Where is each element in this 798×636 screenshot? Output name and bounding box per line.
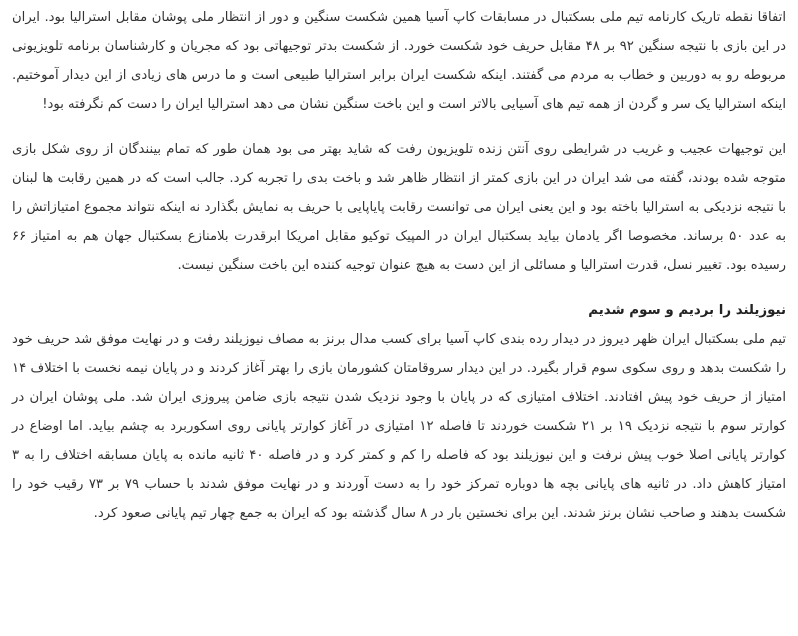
- article-paragraph-1: اتفاقا نقطه تاریک کارنامه تیم ملی بسکتبال در مسابقات کاپ آسیا همین شکست سنگین و دور از انتظار ملی پوشان مقابل استرالیا بود. ایران در این بازی با نتیجه سنگین ۹۲ بر ۴۸ مقابل حریف خود شکست خورد. از شکست بدتر توجیهاتی بود که مجریان و کارشناسان برنامه تلویزیونی مربوطه رو به دوربین و خطاب به مردم می گفتند. اینکه شکست ایران برابر استرالیا طبیعی است و ما درس های زیادی از این دیدار آموختیم. اینکه استرالیا یک سر و گردن از همه تیم های آسیایی بالاتر است و این باخت سنگین نشان می دهد استرالیا ایران را دست کم نگرفته بود!: [12, 10, 787, 112]
- section-heading: نیوزیلند را بردیم و سوم شدیم: [588, 303, 786, 318]
- article-paragraph-3: تیم ملی بسکتبال ایران ظهر دیروز در دیدار رده بندی کاپ آسیا برای کسب مدال برنز به مصاف نیوزیلند رفت و در نهایت موفق شد حریف خود را شکست بدهد و روی سکوی سوم قرار بگیرد. در این دیدار سروقامتان کشورمان بازی را بهتر آغاز کردند و در پایان نیمه نخست با اختلاف ۱۴ امتیاز از حریف خود پیش افتادند. اختلاف امتیازی که در پایان با وجود نزدیک شدن نتیجه بازی ضامن پیروزی ایران شد. ملی پوشان ایران در کوارتر سوم با نتیجه نزدیک ۱۹ بر ۲۱ شکست خوردند تا فاصله ۱۲ امتیازی در آغاز کوارتر پایانی روی اسکوربرد به چشم بیاید. اما اوضاع در کوارتر پایانی اصلا خوب پیش نرفت و این نیوزیلند بود که فاصله را کم و کمتر کرد و در فاصله ۴۰ ثانیه مانده به پایان مسابقه اختلاف را به ۳ امتیاز کاهش داد. در ثانیه های پایانی بچه ها دوباره تمرکز خود را به دست آوردند و در نهایت موفق شدند با حساب ۷۹ بر ۷۳ رقیب خود را شکست بدهند و صاحب نشان برنز شدند. این برای نخستین بار در ۸ سال گذشته بود که ایران به جمع چهار تیم پایانی صعود کرد.: [12, 332, 787, 521]
- article-paragraph-2: این توجیهات عجیب و غریب در شرایطی روی آنتن زنده تلویزیون رفت که شاید بهتر می بود همان طور که تمام بینندگان از روی شکل بازی متوجه شده بودند، گفته می شد ایران در این بازی کمتر از انتظار ظاهر شد و باخت بدی را تجربه کرد. جالب است که در همین رقابت ها لبنان با نتیجه نزدیکی به استرالیا باخته بود و این یعنی ایران می توانست رقابت پایاپایی با حریف به نمایش بگذارد نه اینکه نتواند مجموع امتیازاتش را به عدد ۵۰ برساند. مخصوصا اگر یادمان بیاید بسکتبال ایران در المپیک توکیو مقابل امریکا ابرقدرت بلامنازع بسکتبال جهان هم به امتیاز ۶۶ رسیده بود. تغییر نسل، قدرت استرالیا و مسائلی از این دست به هیچ عنوان توجیه کننده این باخت سنگین نیست.: [12, 142, 786, 273]
